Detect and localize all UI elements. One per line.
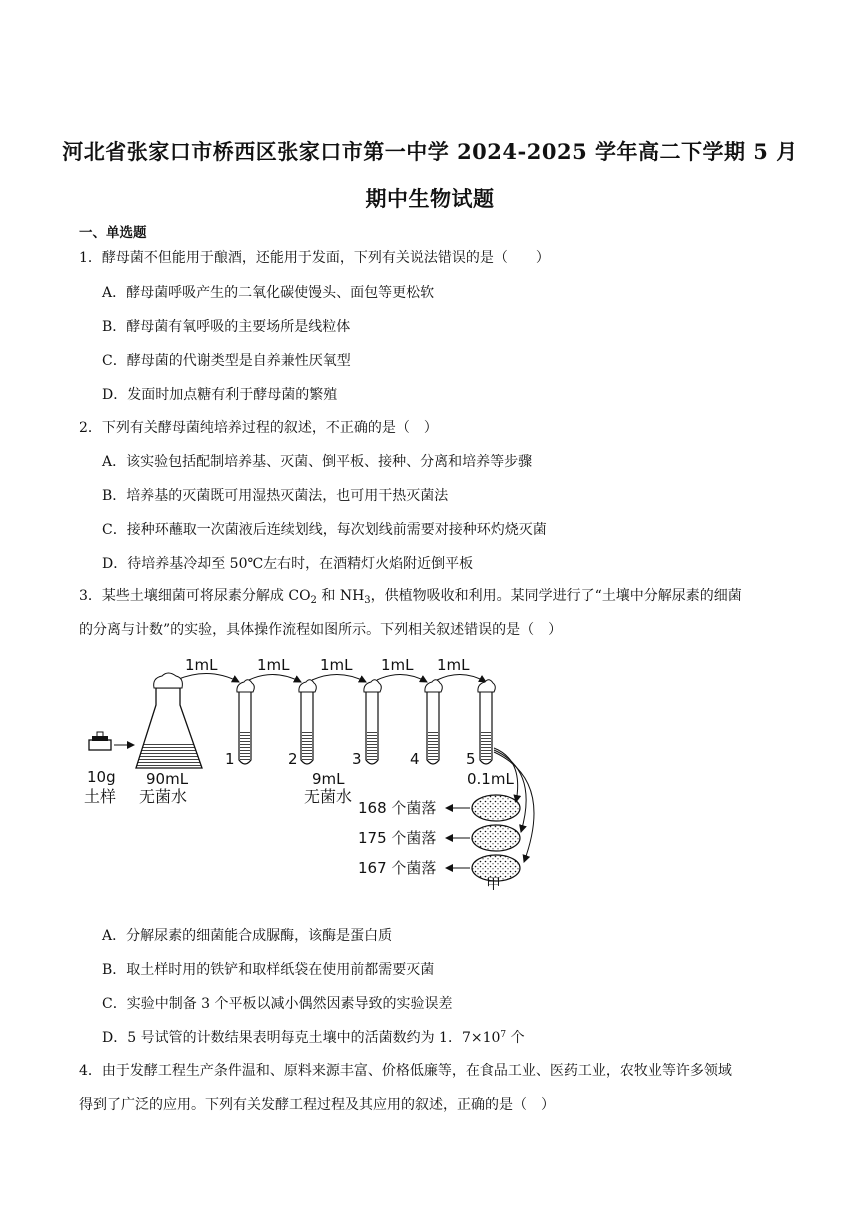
question-4-stem: 4．由于发酵工程生产条件温和、原料来源丰富、价格低廉等，在食品工业、医药工业，农牧业等许多领域: [79, 1063, 732, 1079]
question-3-option-d: [102, 1027, 525, 1047]
question-1-option-d: D．发面时加点糖有利于酵母菌的繁殖: [102, 387, 338, 403]
question-2-stem: 2．下列有关酵母菌纯培养过程的叙述，不正确的是（ ）: [79, 420, 438, 436]
document-title-line1: 河北省张家口市桥西区张家口市第一中学 2024-2025 学年高二下学期 5 月: [62, 139, 798, 164]
question-4-stem-line2: 得到了广泛的应用。下列有关发酵工程过程及其应用的叙述，正确的是（ ）: [79, 1097, 555, 1113]
test-tube-4: [425, 680, 442, 764]
nh3-subscript: 3: [364, 595, 371, 606]
question-3-option-c: C．实验中制备 3 个平板以减小偶然因素导致的实验误差: [102, 996, 453, 1012]
tube-number-5: 5: [466, 750, 476, 768]
question-1-option-a: A．酵母菌呼吸产生的二氧化碳使馒头、面包等更松软: [102, 285, 435, 301]
question-3-option-a: A．分解尿素的细菌能合成脲酶，该酶是蛋白质: [102, 928, 393, 944]
co2-subscript: 2: [310, 595, 317, 606]
question-3-option-b: B．取土样时用的铁铲和取样纸袋在使用前都需要灭菌: [102, 962, 435, 978]
test-tube-2: [299, 680, 316, 764]
flask-water-label: 无菌水: [139, 787, 188, 806]
question-1-option-c: C．酵母菌的代谢类型是自养兼性厌氧型: [102, 353, 351, 369]
culture-plate-1: [472, 795, 520, 821]
question-3-stem: [79, 585, 742, 606]
test-tube-3: [364, 680, 381, 764]
colony-count-1: 168 个菌落: [358, 799, 437, 817]
transfer-label-5: 1mL: [437, 656, 470, 674]
question-2-option-a: A．该实验包括配制培养基、灭菌、倒平板、接种、分离和培养等步骤: [102, 454, 533, 470]
question-3-stem-part-b: 和 NH: [316, 588, 365, 604]
question-3-stem-line2: 的分离与计数”的实验，具体操作流程如图所示。下列相关叙述错误的是（ ）: [79, 622, 563, 638]
question-2-option-b: B．培养基的灭菌既可用湿热灭菌法，也可用干热灭菌法: [102, 488, 449, 504]
section-heading: 一、单选题: [79, 225, 147, 241]
tube-number-4: 4: [410, 750, 420, 768]
transfer-label-1: 1mL: [185, 656, 218, 674]
document-title-line2: 期中生物试题: [365, 186, 495, 211]
question-2-option-d: D．待培养基冷却至 50℃左右时，在酒精灯火焰附近倒平板: [102, 556, 474, 572]
tube-volume-label: 9mL: [312, 770, 345, 788]
plate-volume-label: 0.1mL: [467, 770, 514, 788]
transfer-label-2: 1mL: [257, 656, 290, 674]
soil-label: 土样: [84, 787, 117, 806]
question-1-stem: 1．酵母菌不但能用于酿酒，还能用于发面，下列有关说法错误的是（ ）: [79, 250, 550, 266]
question-3-stem-part-c: ，供植物吸收和利用。某同学进行了“土壤中分解尿素的细菌: [370, 588, 742, 604]
transfer-arrows: [176, 673, 486, 682]
test-tube-5: [478, 680, 495, 764]
colony-count-3: 167 个菌落: [358, 859, 437, 877]
transfer-label-4: 1mL: [381, 656, 414, 674]
exponent-superscript: 7: [500, 1030, 507, 1040]
tube-water-label: 无菌水: [304, 787, 353, 806]
question-3-stem-part-a: 3．某些土壤细菌可将尿素分解成 CO: [79, 588, 311, 604]
question-1-option-b: B．酵母菌有氧呼吸的主要场所是线粒体: [102, 319, 351, 335]
colony-count-2: 175 个菌落: [358, 829, 437, 847]
tube-number-2: 2: [288, 750, 298, 768]
dilution-experiment-figure: [84, 650, 564, 890]
culture-plate-2: [472, 825, 520, 851]
tube-number-3: 3: [352, 750, 362, 768]
flask-icon: [136, 673, 202, 768]
plate-group-label: 甲: [486, 875, 502, 890]
test-tube-1: [237, 680, 254, 764]
tube-number-1: 1: [225, 750, 235, 768]
soil-sample-icon: [89, 732, 111, 750]
question-2-option-c: C．接种环蘸取一次菌液后连续划线，每次划线前需要对接种环灼烧灭菌: [102, 522, 547, 538]
soil-mass-label: 10g: [87, 768, 116, 786]
question-3-option-d-part-a: D．5 号试管的计数结果表明每克土壤中的活菌数约为 1．7×10: [102, 1030, 501, 1046]
question-3-option-d-part-b: 个: [506, 1030, 525, 1046]
transfer-label-3: 1mL: [320, 656, 353, 674]
flask-volume-label: 90mL: [146, 770, 189, 788]
